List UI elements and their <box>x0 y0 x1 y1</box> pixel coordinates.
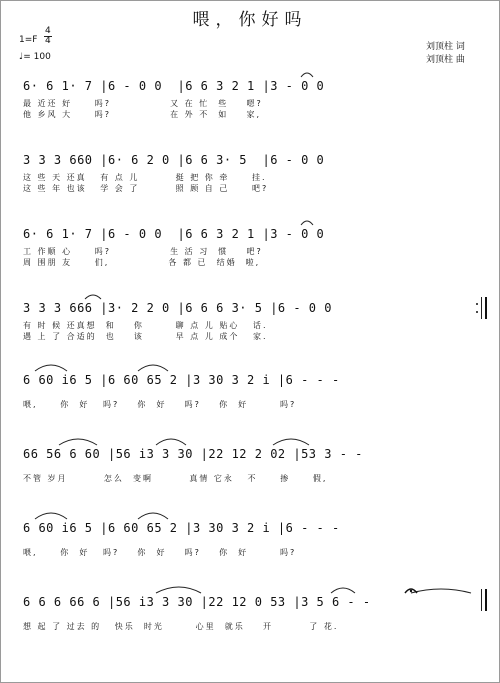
lyricist-credit: 刘顶柱 词 <box>426 42 465 52</box>
score-row-7-lyrics: 喂, 你 好 吗? 你 好 吗? 你 好 吗? <box>23 548 297 557</box>
composer-credit: 刘顶柱 曲 <box>426 55 465 65</box>
score-row-1-lyrics-1: 最 近还 好 吗? 又 在 忙 些 嗯? <box>23 99 263 108</box>
slur <box>138 513 168 519</box>
score-row-3-notes: 6· 6 1· 7 |6 - 0 0 |6 6 3 2 1 |3 - 0 0 <box>23 227 325 241</box>
score-row-5-lyrics: 喂, 你 好 吗? 你 好 吗? 你 好 吗? <box>23 400 297 409</box>
slur <box>59 439 97 445</box>
score-row-2-lyrics-2: 这 些 年 也该 学 会 了 照 顾 自 己 吧? <box>23 184 269 193</box>
time-signature-top: 4 <box>45 26 51 36</box>
slur <box>35 513 67 519</box>
score-row-2-lyrics-1: 这 些 天 还真 有 点 儿 挺 把 你 牵 挂. <box>23 173 267 182</box>
score-row-8-notes: 6 6 6 66 6 |56 i3 3 30 |22 12 0 53 |3 5 6 - - <box>23 595 371 609</box>
slur <box>301 73 313 77</box>
score-row-6-notes: 66 56 6 60 |56 i3 3 30 |22 12 2 02 |53 3 - - <box>23 447 363 461</box>
tempo-marking: ♩= 100 <box>19 52 51 62</box>
slur <box>156 439 186 445</box>
slur <box>35 365 67 371</box>
slur-marks <box>1 1 499 682</box>
score-row-1-lyrics-2: 他 乡风 大 吗? 在 外 不 如 家, <box>23 110 261 119</box>
slur <box>85 295 101 299</box>
slur <box>331 588 355 593</box>
score-row-3-lyrics-1: 工 作顺 心 吗? 生 活 习 惯 吧? <box>23 247 263 256</box>
slur <box>301 221 313 225</box>
score-row-4-lyrics-2: 遇 上 了 合适的 也 该 早 点 儿 成个 家. <box>23 332 268 341</box>
score-row-4-lyrics-1: 有 时 候 还真想 和 你 聊 点 儿 贴心 话. <box>23 321 268 330</box>
score-row-4-notes: 3 3 3 666 |3· 2 2 0 |6 6 6 3· 5 |6 - 0 0 <box>23 301 332 315</box>
slur <box>411 589 471 593</box>
slur <box>273 439 309 445</box>
score-row-8-lyrics: 想 起 了 过去 的 快乐 时光 心里 就乐 开 了 花. <box>23 622 339 631</box>
slur <box>138 365 168 371</box>
song-title: 喂，你好吗 <box>192 10 308 30</box>
slur <box>156 587 201 593</box>
score-row-7-notes: 6 60 i6 5 |6 60 65 2 |3 30 3 2 i |6 - - - <box>23 521 340 535</box>
score-row-1-notes: 6· 6 1· 7 |6 - 0 0 |6 6 3 2 1 |3 - 0 0 <box>23 79 325 93</box>
score-row-3-lyrics-2: 周 围朋 友 们, 各 都 已 结婚 啦, <box>23 258 261 267</box>
fermata-dot <box>410 590 412 592</box>
key-signature: 1=F <box>19 35 38 45</box>
score-row-2-notes: 3 3 3 660 |6· 6 2 0 |6 6 3· 5 |6 - 0 0 <box>23 153 325 167</box>
score-row-6-lyrics: 不管 岁月 怎么 变啊 真情 它永 不 掺 假, <box>23 474 328 483</box>
score-row-5-notes: 6 60 i6 5 |6 60 65 2 |3 30 3 2 i |6 - - - <box>23 373 340 387</box>
time-signature-bottom: 4 <box>45 36 51 46</box>
